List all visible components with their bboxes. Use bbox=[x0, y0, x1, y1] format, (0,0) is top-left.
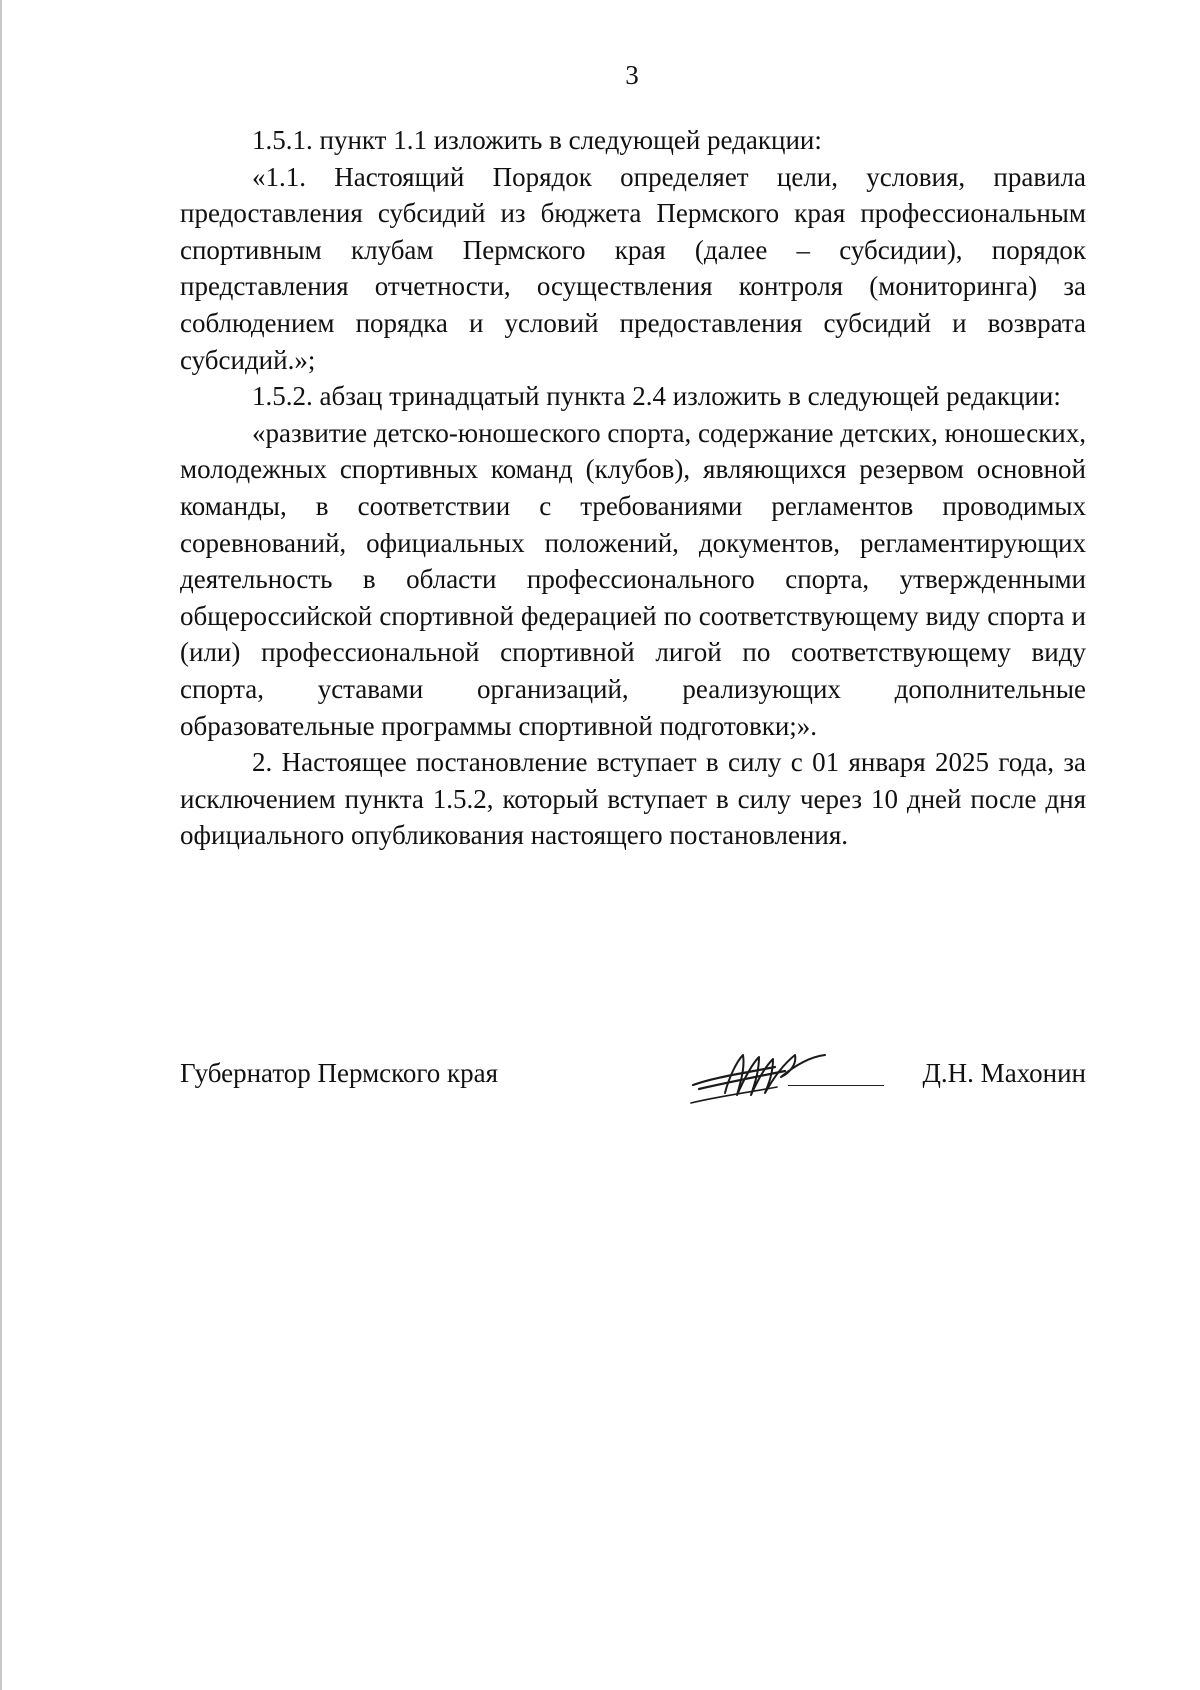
signer-name: Д.Н. Махонин bbox=[922, 1058, 1086, 1088]
signer-position: Губернатор Пермского края bbox=[180, 1058, 499, 1088]
signature-block bbox=[180, 1055, 1086, 1115]
paragraph-1-5-1: 1.5.1. пункт 1.1 изложить в следующей редакции: bbox=[252, 125, 822, 155]
document-body bbox=[180, 122, 1086, 854]
signature-line bbox=[788, 1085, 884, 1086]
paragraph-1-5-2: 1.5.2. абзац тринадцатый пункта 2.4 изложить в следующей редакции: bbox=[252, 381, 1061, 412]
handwritten-signature bbox=[685, 1037, 845, 1117]
paragraph-quote-sport: «развитие детско-юношеского спорта, содержание детских, юношеских, молодежных спортивных команд (клубов), являющихся резервом основной команды, в соответствии с требованиями регламентов проводимых соревнований, официальных положений, документов, регламентирующих деятельность в области профессионального спорта, утвержденными общероссийской спортивной федерацией по соответствующему виду спорта и (или) профессиональной спортивной лигой по соответствующему виду спорта, уставами организаций, реализующих дополнительные образовательные программы спортивной подготовки;». bbox=[180, 417, 1087, 741]
paragraph-quote-1-1: «1.1. Настоящий Порядок определяет цели, условия, правила предоставления субсидий из бюджета Пермского края профессиональным спортивным клубам Пермского края (далее – субсидии), порядок представления отчетности, осуществления контроля (мониторинга) за соблюдением порядка и условий предоставления субсидий и возврата субсидий.»; bbox=[180, 161, 1086, 375]
page-number: 3 bbox=[625, 60, 639, 90]
paragraph-2-effective-date: 2. Настоящее постановление вступает в силу с 01 января 2025 года, за исключением пункта 1.5.2, который вступает в силу через 10 дней после дня официального опубликования настоящего постановления. bbox=[180, 747, 1086, 851]
